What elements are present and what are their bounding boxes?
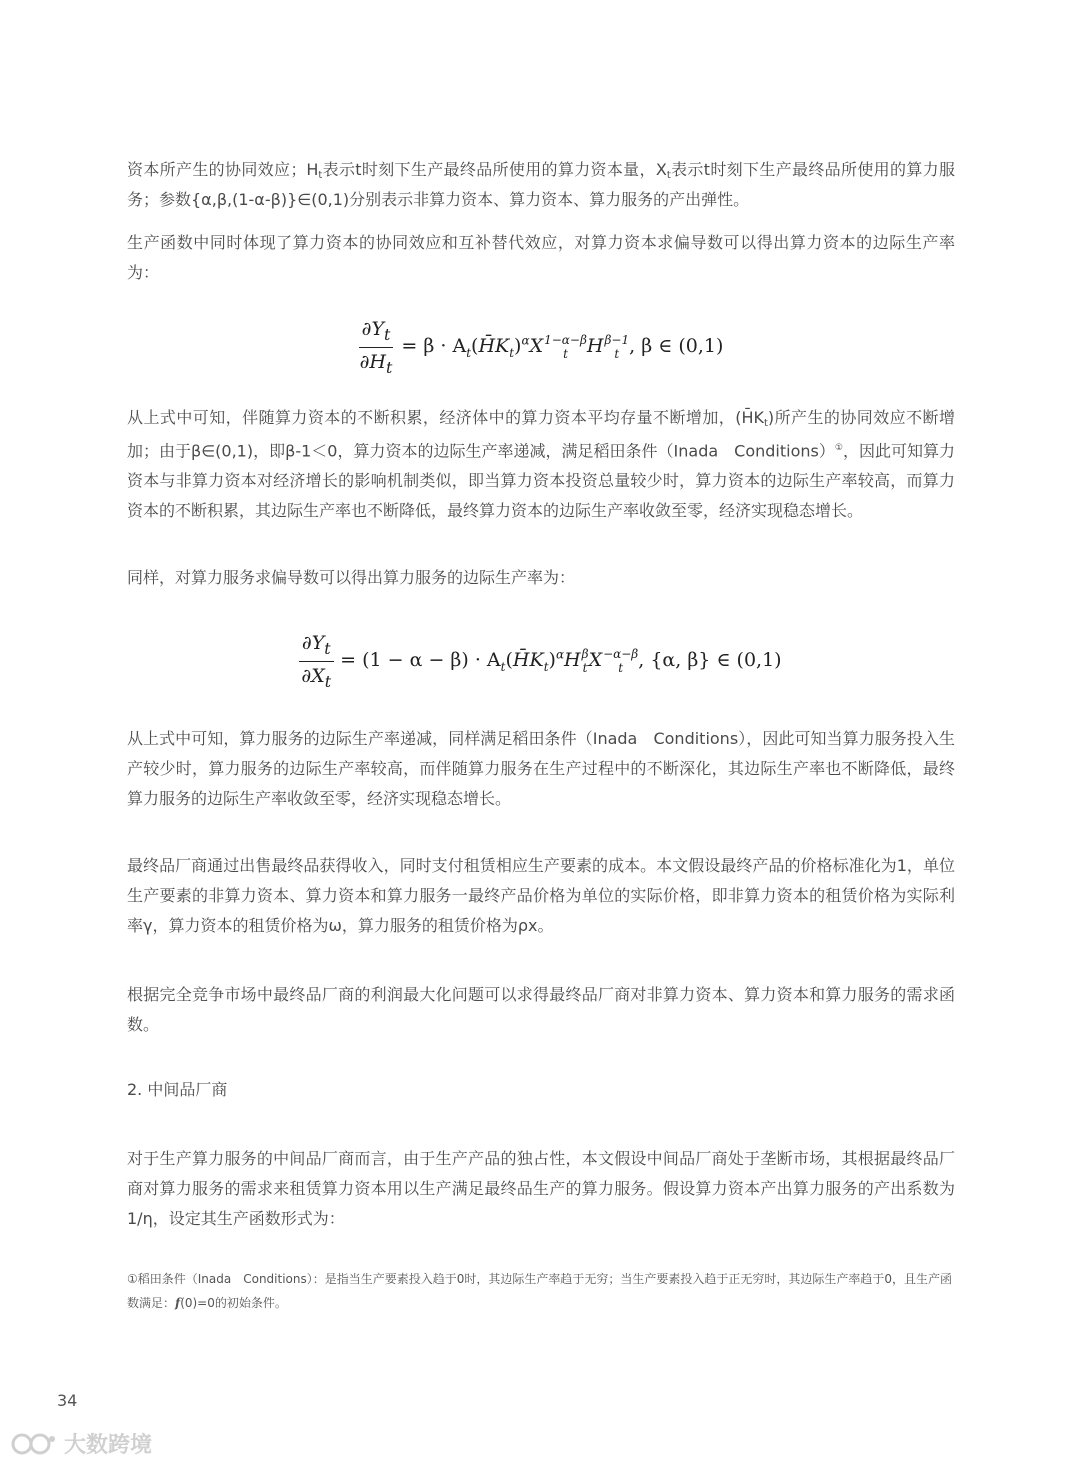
text: 表示t时刻下生产最终品所使用的算力服务；参数{α,β,(1-α-β)}∈(0,1)分别表示非算力资本、算力资本、算力服务的产出弹性。	[127, 160, 955, 209]
text: 资本所产生的协同效应；H	[127, 160, 319, 179]
numerator-sub: t	[384, 324, 391, 344]
text: 表示t时刻下生产最终品所使用的算力资本量，X	[322, 160, 667, 179]
page-number: 34	[57, 1391, 78, 1410]
paren: (	[505, 649, 513, 672]
x-scripts	[603, 647, 638, 675]
footnote-text: ①稻田条件（Inada Conditions）：是指当生产要素投入趋于0时，其边际生产率趋于无穷；当生产要素投入趋于正无穷时，其边际生产率趋于0，且生产函数满足：	[127, 1272, 953, 1310]
formula-rhs	[340, 647, 781, 675]
a-sub: t	[466, 346, 472, 361]
paren: )	[548, 649, 556, 672]
rhs-tail: , {α, β} ∈ (0,1)	[638, 649, 782, 672]
k-sub: t	[543, 660, 549, 675]
footnote-text: (0)=0的初始条件。	[180, 1296, 287, 1310]
text: )所产生的协同效应不断增加；由于β∈(0,1)，即β-1＜0，算力资本的边际生产率递减，满足稻田条件（Inada Conditions）	[127, 408, 955, 461]
subscript: t	[764, 418, 768, 429]
paragraph-3	[127, 403, 955, 526]
watermark-logo-icon	[10, 1431, 58, 1457]
rhs-tail: , β ∈ (0,1)	[629, 335, 724, 358]
h-bar: H̄	[478, 335, 496, 358]
h-bar: H̄	[512, 649, 530, 672]
paragraph-5: 从上式中可知，算力服务的边际生产率递减，同样满足稻田条件（Inada Conditions），因此可知当算力服务投入生产较少时，算力服务的边际生产率较高，而伴随算力服务在生产过程中的不断深化，其边际生产率也不断降低，最终算力服务的边际生产率收敛至零，经济实现稳态增长。	[127, 729, 955, 808]
denominator-sub: t	[386, 357, 393, 377]
k: K	[529, 649, 544, 672]
footnote-f: f	[175, 1296, 181, 1310]
k-sub: t	[509, 346, 515, 361]
formula-rhs	[401, 333, 723, 361]
x-sub: t	[618, 661, 624, 676]
numerator: ∂Y	[361, 318, 384, 340]
paren: )	[514, 335, 522, 358]
alpha-power: α	[555, 647, 565, 662]
section-heading: 2. 中间品厂商	[127, 1080, 228, 1099]
x-scripts	[544, 333, 587, 361]
formula-marginal-product-service	[0, 632, 1080, 691]
x: X	[588, 649, 603, 672]
x-sub: t	[563, 347, 568, 362]
footnote-ref: ①	[834, 443, 843, 453]
text: 从上式中可知，伴随算力资本的不断积累，经济体中的算力资本平均存量不断增加，(H̄K	[127, 408, 764, 427]
h-sub: t	[614, 347, 620, 362]
h-sup: β−1	[604, 333, 630, 348]
numerator-sub: t	[324, 638, 331, 658]
paragraph-4: 同样，对算力服务求偏导数可以得出算力服务的边际生产率为：	[127, 568, 576, 587]
footnote	[127, 1267, 955, 1315]
x: X	[529, 335, 544, 358]
numerator: ∂Y	[301, 632, 325, 654]
denominator: ∂H	[359, 350, 387, 373]
watermark	[10, 1428, 152, 1459]
h-sup: β	[581, 647, 589, 662]
paragraph-7: 根据完全竞争市场中最终品厂商的利润最大化问题可以求得最终品厂商对非算力资本、算力资本和算力服务的需求函数。	[127, 985, 955, 1034]
paragraph-2: 生产函数中同时体现了算力资本的协同效应和互补替代效应，对算力资本求偏导数可以得出算力资本的边际生产率为：	[127, 233, 955, 282]
subscript: t	[318, 170, 323, 181]
partial-fraction	[357, 318, 396, 377]
h: H	[564, 649, 581, 672]
a-sub: t	[500, 660, 506, 675]
denominator: ∂X	[301, 664, 325, 687]
text: ，因此可知算力资本与非算力资本对经济增长的影响机制类似，即当算力资本投资总量较少时，算力资本的边际生产率较高，而算力资本的不断积累，其边际生产率也不断降低，最终算力资本的边际生产率收敛至零，经济实现稳态增长。	[127, 441, 955, 521]
h: H	[586, 335, 604, 358]
partial-fraction	[298, 632, 334, 691]
watermark-text: 大数跨境	[64, 1433, 153, 1458]
rhs-eq: = (1 − α − β) · A	[340, 649, 501, 672]
h-scripts	[582, 647, 589, 675]
x-sup: −α−β	[603, 647, 639, 662]
formula-marginal-product-capital	[0, 318, 1080, 377]
denominator-sub: t	[324, 671, 332, 691]
subscript: t	[666, 170, 671, 181]
h-sub: t	[582, 661, 588, 676]
paren: (	[471, 335, 479, 358]
h-scripts	[604, 333, 629, 361]
paragraph-1	[127, 155, 955, 215]
alpha-power: α	[521, 333, 530, 348]
k: K	[495, 335, 510, 358]
rhs-eq: = β · A	[401, 335, 467, 358]
x-sup: 1−α−β	[544, 333, 587, 348]
paragraph-8: 对于生产算力服务的中间品厂商而言，由于生产产品的独占性，本文假设中间品厂商处于垄断市场，其根据最终品厂商对算力服务的需求来租赁算力资本用以生产满足最终品生产的算力服务。假设算力资本产出算力服务的产出系数为1/η，设定其生产函数形式为：	[127, 1149, 955, 1228]
paragraph-6: 最终品厂商通过出售最终品获得收入，同时支付租赁相应生产要素的成本。本文假设最终产品的价格标准化为1，单位生产要素的非算力资本、算力资本和算力服务一最终产品价格为单位的实际价格，即非算力资本的租赁价格为实际利率γ，算力资本的租赁价格为ω，算力服务的租赁价格为ρx。	[127, 856, 955, 935]
